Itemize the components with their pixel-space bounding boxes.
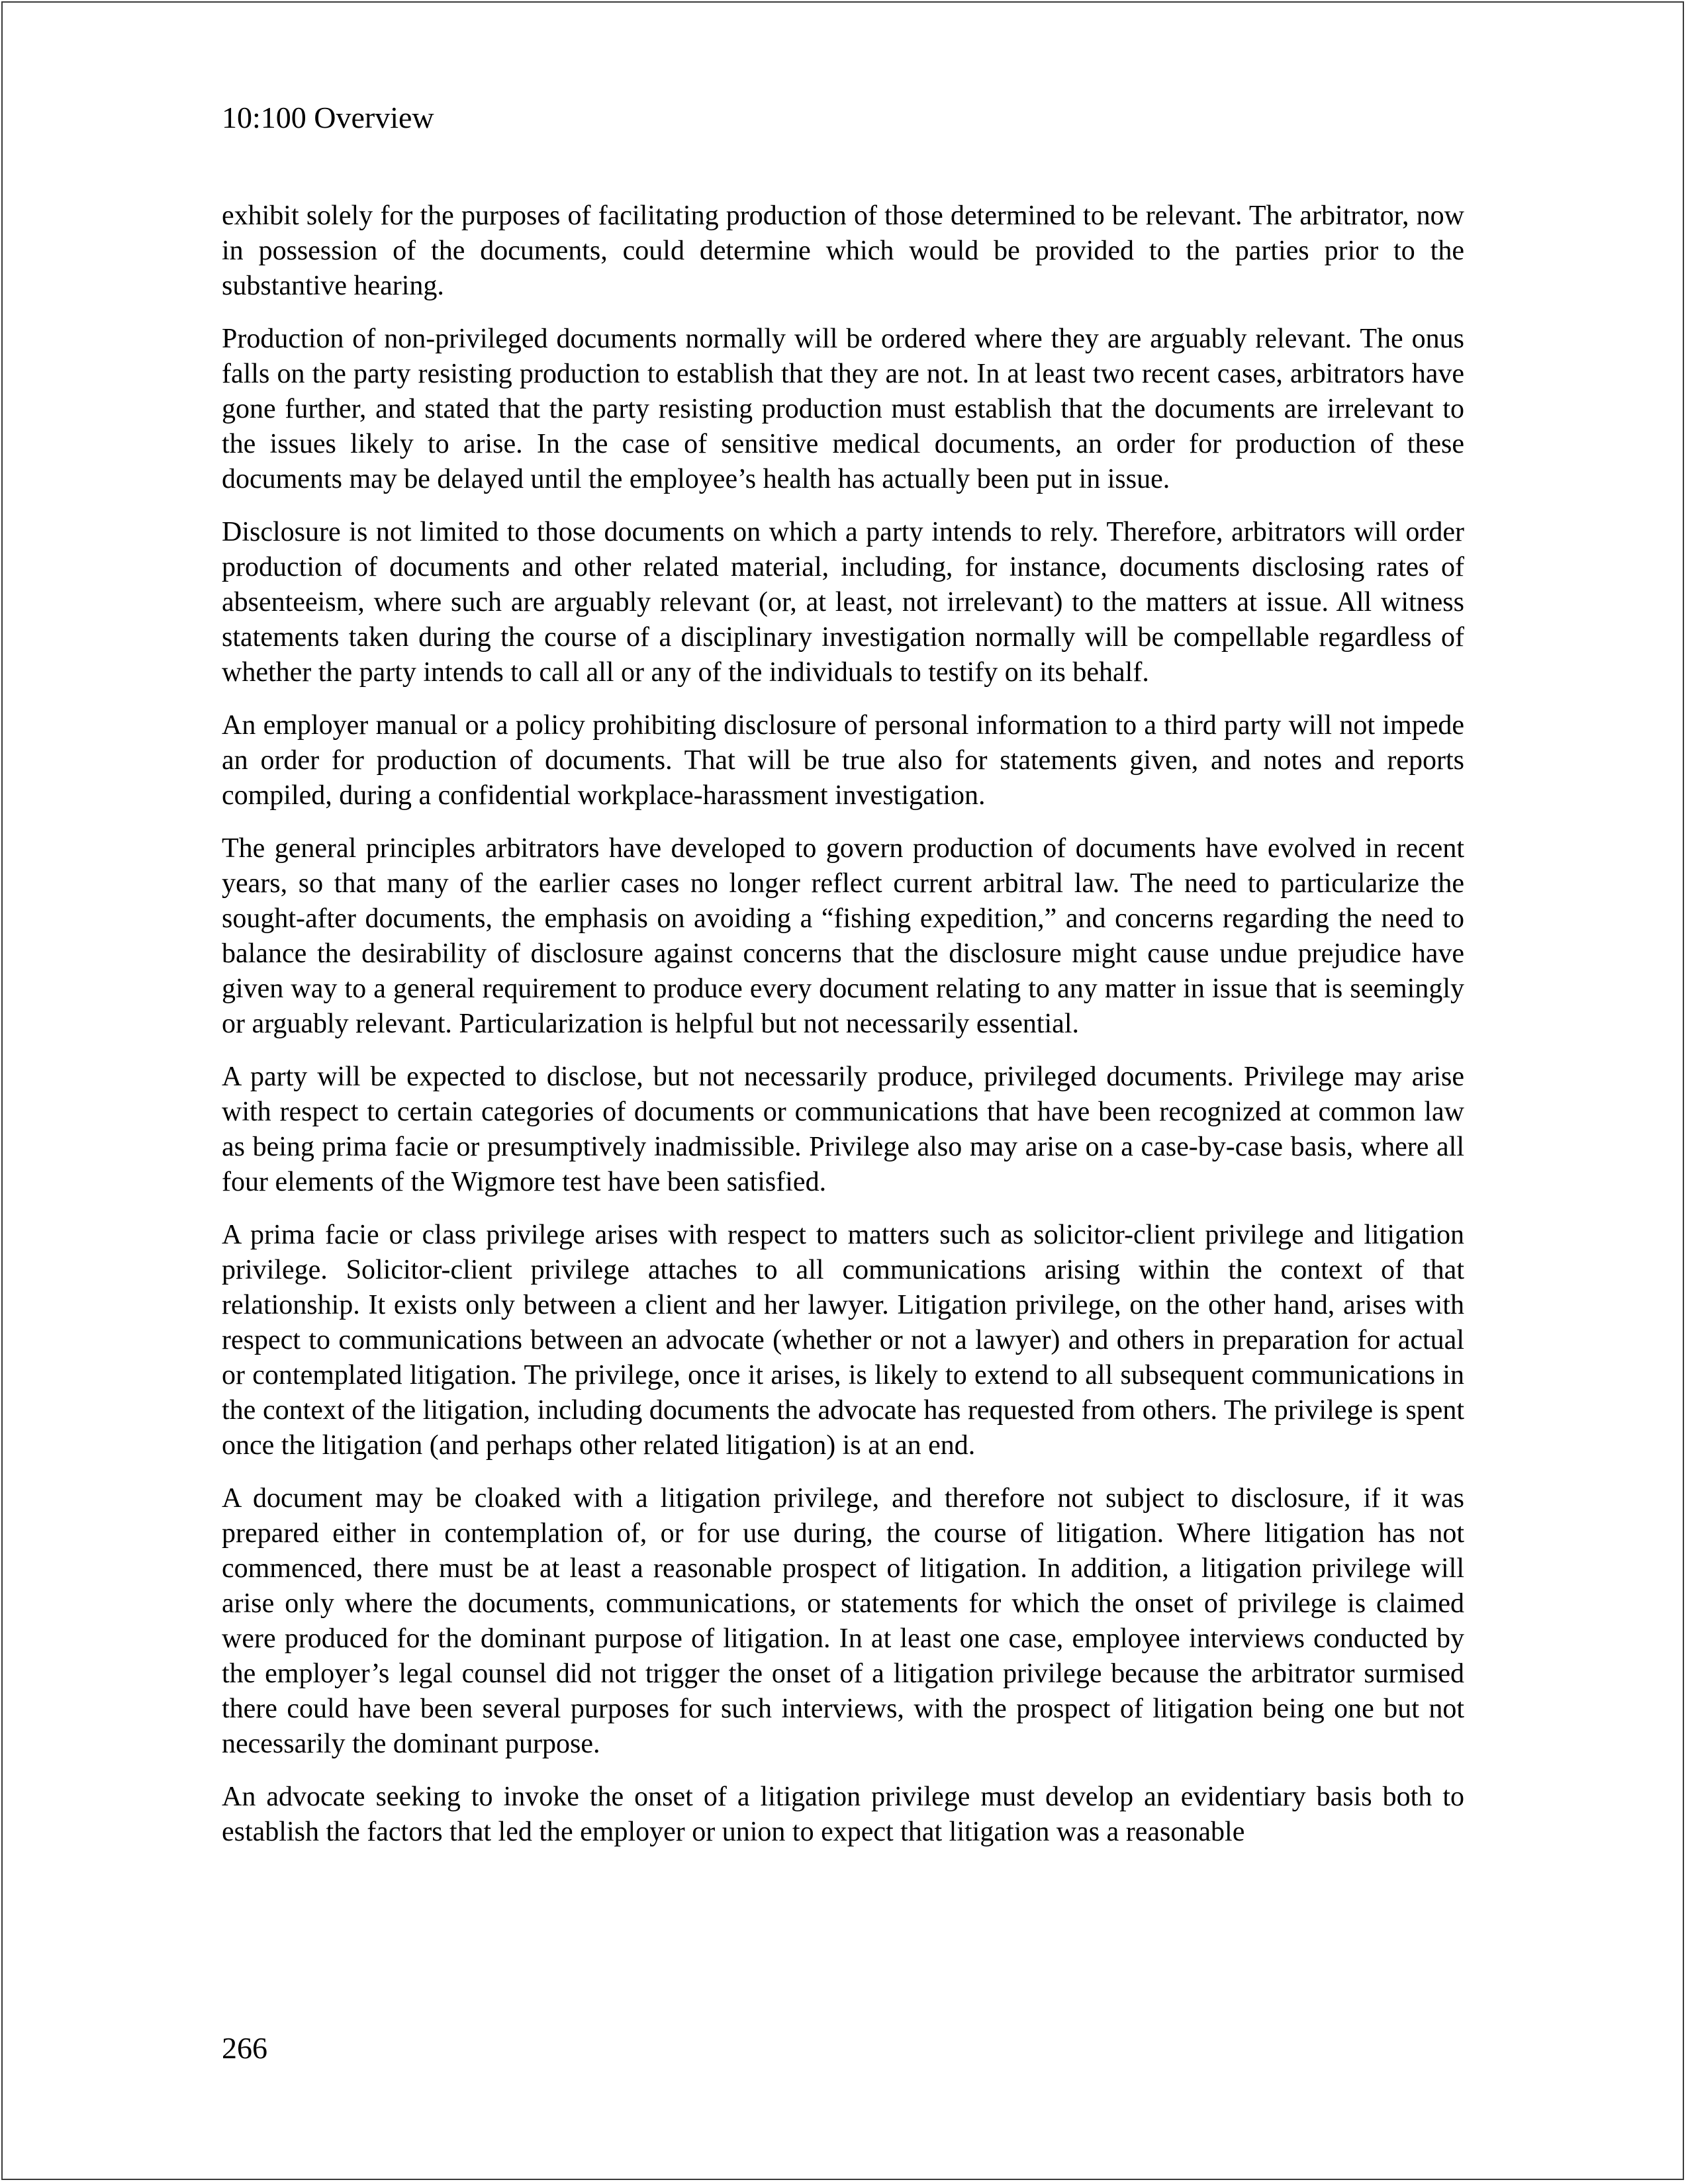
paragraph: Production of non-privileged documents normally will be ordered where they are arguably relevant. The onus falls on the party resisting production to establish that they are not. In at least two recent cases, arbitrators have gone further, and stated that the party resisting production must establish that the documents are irrelevant to the issues likely to arise. In the case of sensitive medical documents, an order for production of these documents may be delayed until the employee’s health has actually been put in issue. xyxy=(222,324,1464,494)
page-number: 266 xyxy=(222,2031,267,2065)
paragraph: A prima facie or class privilege arises with respect to matters such as solicitor-client privilege and litigation privilege. Solicitor-client privilege attaches to all communications arising within the context of that relationship. It exists only between a client and her lawyer. Litigation privilege, on the other hand, arises with respect to communications between an advocate (whether or not a lawyer) and others in preparation for actual or contemplated litigation. The privilege, once it arises, is likely to extend to all subsequent communications in the context of the litigation, including documents the advocate has requested from others. The privilege is spent once the litigation (and perhaps other related litigation) is at an end. xyxy=(222,1220,1464,1461)
paragraph: Disclosure is not limited to those documents on which a party intends to rely. Therefore, arbitrators will order production of documents and other related material, including, for instance, documents disclosing rates of absenteeism, where such are arguably relevant (or, at least, not irrelevant) to the matters at issue. All witness statements taken during the course of a disciplinary investigation normally will be compellable regardless of whether the party intends to call all or any of the individuals to testify on its behalf. xyxy=(222,517,1464,688)
running-header: 10:100 Overview xyxy=(222,101,434,134)
paragraph: A party will be expected to disclose, but not necessarily produce, privileged documents. Privilege may arise with respect to certain categories of documents or communications that have been recognized at common law as being prima facie or presumptively inadmissible. Privilege also may arise on a case-by-case basis, where all four elements of the Wigmore test have been satisfied. xyxy=(222,1062,1464,1197)
body-text xyxy=(222,199,1464,1868)
paragraph: The general principles arbitrators have developed to govern production of documents have evolved in recent years, so that many of the earlier cases no longer reflect current arbitral law. The need to particularize the sought-after documents, the emphasis on avoiding a “fishing expedition,” and concerns regarding the need to balance the desirability of disclosure against concerns that the disclosure might cause undue prejudice have given way to a general requirement to produce every document relating to any matter in issue that is seemingly or arguably relevant. Particularization is helpful but not necessarily essential. xyxy=(222,833,1464,1039)
paragraph: An employer manual or a policy prohibiting disclosure of personal information to a third party will not impede an order for production of documents. That will be true also for statements given, and notes and reports compiled, during a confidential workplace-harassment investigation. xyxy=(222,710,1464,811)
paragraph: A document may be cloaked with a litigation privilege, and therefore not subject to disclosure, if it was prepared either in contemplation of, or for use during, the course of litigation. Where litigation has not commenced, there must be at least a reasonable prospect of litigation. In addition, a litigation privilege will arise only where the documents, communications, or statements for which the onset of privilege is claimed were produced for the dominant purpose of litigation. In at least one case, employee interviews conducted by the employer’s legal counsel did not trigger the onset of a litigation privilege because the arbitrator surmised there could have been several purposes for such interviews, with the prospect of litigation being one but not necessarily the dominant purpose. xyxy=(222,1483,1464,1759)
paragraph: exhibit solely for the purposes of facilitating production of those determined to be relevant. The arbitrator, now in possession of the documents, could determine which would be provided to the parties prior to the substantive hearing. xyxy=(222,201,1464,301)
paragraph: An advocate seeking to invoke the onset of a litigation privilege must develop an evidentiary basis both to establish the factors that led the employer or union to expect that litigation was a reasonable xyxy=(222,1782,1464,1847)
